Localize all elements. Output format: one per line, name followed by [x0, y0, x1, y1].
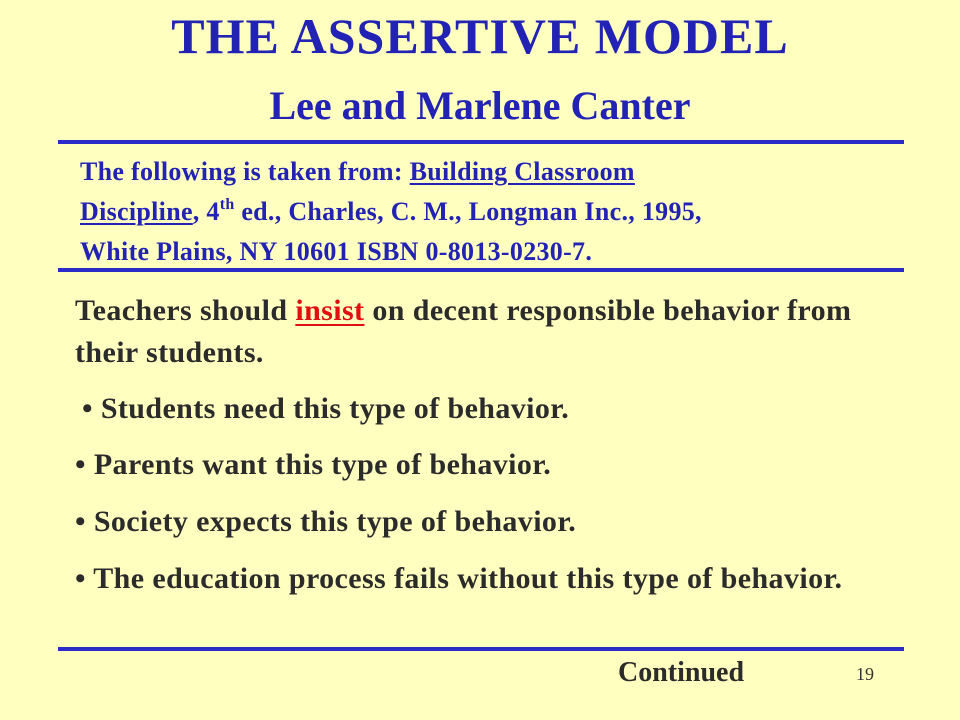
continued-label: Continued [618, 657, 745, 688]
citation-line-3: White Plains, NY 10601 ISBN 0-8013-0230-7. [80, 237, 593, 266]
slide-subtitle: Lee and Marlene Canter [269, 83, 691, 128]
bullet-text: Parents want this type of behavior. [93, 448, 552, 481]
intro-text-before: Teachers should [75, 294, 296, 327]
bullet-item [82, 388, 882, 430]
intro-text-after: on decent responsible behavior from their students. [75, 294, 852, 369]
citation-edition-suffix: th [219, 196, 235, 213]
bullet-text: Society expects this type of behavior. [93, 505, 577, 538]
bullet-text: Students need this type of behavior. [100, 392, 570, 425]
emphasis-insist: insist [295, 294, 365, 327]
citation-block [80, 152, 840, 272]
intro-statement [75, 290, 895, 374]
citation-edition-number: , 4 [192, 197, 220, 226]
bullet-glyph: • [75, 562, 86, 595]
bullet-glyph: • [75, 448, 86, 481]
slide-number: 19 [856, 664, 874, 684]
bullet-glyph: • [75, 505, 86, 538]
top-divider [58, 140, 904, 144]
citation-details: ed., Charles, C. M., Longman Inc., 1995, [234, 197, 702, 226]
bullet-text: The education process fails without this type of behavior. [93, 562, 843, 595]
bullet-item [75, 558, 875, 600]
bottom-divider [58, 647, 904, 651]
bullet-glyph: • [82, 392, 93, 425]
bullet-item [75, 501, 875, 543]
middle-divider [58, 268, 904, 272]
citation-book-title-1: Building Classroom [409, 157, 635, 186]
citation-book-title-2: Discipline [80, 197, 193, 226]
bullet-item [75, 444, 875, 486]
citation-prefix: The following is taken from: [80, 157, 410, 186]
slide-title: THE ASSERTIVE MODEL [171, 8, 789, 64]
